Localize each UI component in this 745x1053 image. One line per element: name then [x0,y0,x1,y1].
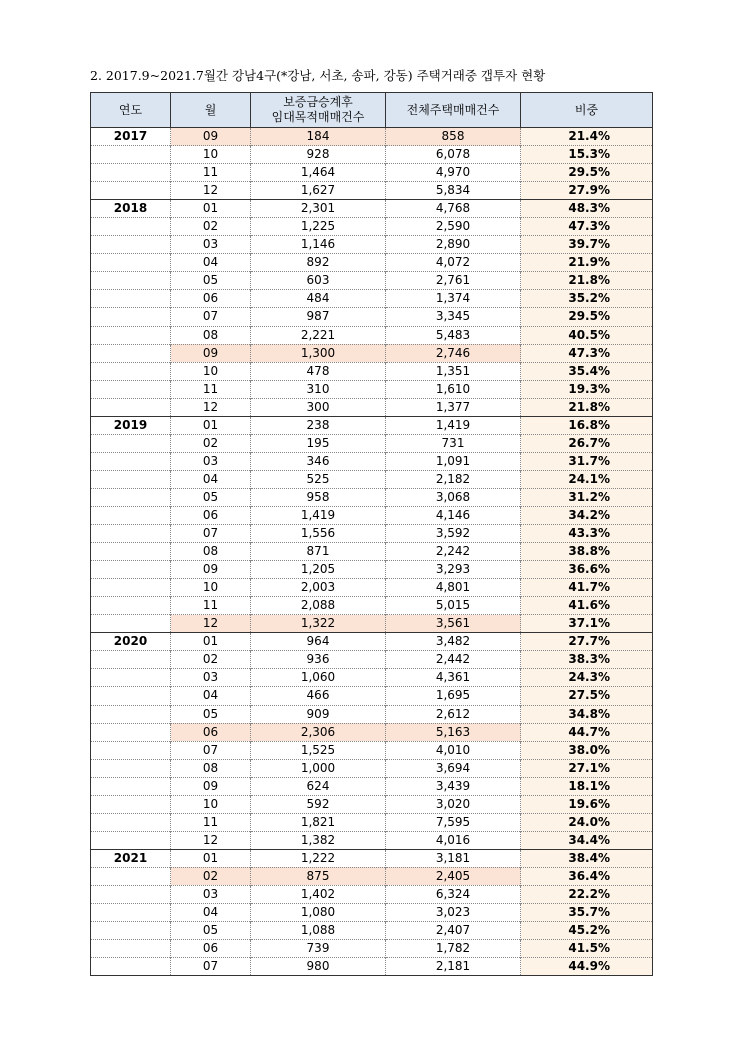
total-count-cell: 1,351 [386,362,521,380]
month-cell: 05 [171,922,251,940]
month-cell: 10 [171,579,251,597]
month-cell: 11 [171,164,251,182]
year-cell [91,146,171,164]
ratio-cell: 21.8% [521,398,653,416]
month-cell: 05 [171,488,251,506]
year-cell [91,777,171,795]
ratio-cell: 29.5% [521,308,653,326]
header-total-count: 전체주택매매건수 [386,93,521,128]
year-cell [91,561,171,579]
gap-count-cell: 2,306 [251,723,386,741]
total-count-cell: 2,590 [386,218,521,236]
gap-count-cell: 624 [251,777,386,795]
year-cell [91,470,171,488]
ratio-cell: 26.7% [521,434,653,452]
table-row [91,254,653,272]
total-count-cell: 3,293 [386,561,521,579]
gap-count-cell: 2,221 [251,326,386,344]
ratio-cell: 21.8% [521,272,653,290]
total-count-cell: 4,361 [386,669,521,687]
table-row [91,218,653,236]
year-cell [91,182,171,200]
month-cell: 03 [171,669,251,687]
gap-count-cell: 300 [251,398,386,416]
table-row [91,470,653,488]
month-cell: 10 [171,795,251,813]
year-cell [91,506,171,524]
ratio-cell: 37.1% [521,615,653,633]
month-cell: 03 [171,236,251,254]
gap-count-cell: 964 [251,633,386,651]
total-count-cell: 1,374 [386,290,521,308]
total-count-cell: 4,016 [386,831,521,849]
year-cell [91,236,171,254]
year-cell [91,651,171,669]
total-count-cell: 3,561 [386,615,521,633]
ratio-cell: 34.2% [521,506,653,524]
table-row [91,687,653,705]
gap-count-cell: 2,003 [251,579,386,597]
table-row [91,885,653,903]
month-cell: 05 [171,705,251,723]
month-cell: 02 [171,867,251,885]
year-cell [91,380,171,398]
gap-count-cell: 1,205 [251,561,386,579]
total-count-cell: 4,801 [386,579,521,597]
ratio-cell: 24.3% [521,669,653,687]
total-count-cell: 3,694 [386,759,521,777]
ratio-cell: 41.7% [521,579,653,597]
header-gap-count-line2: 임대목적매매건수 [271,110,365,124]
year-cell [91,164,171,182]
gap-count-cell: 478 [251,362,386,380]
gap-count-cell: 1,225 [251,218,386,236]
ratio-cell: 24.0% [521,813,653,831]
month-cell: 09 [171,777,251,795]
month-cell: 07 [171,958,251,976]
month-cell: 11 [171,380,251,398]
total-count-cell: 2,181 [386,958,521,976]
ratio-cell: 47.3% [521,344,653,362]
total-count-cell: 3,345 [386,308,521,326]
header-month: 월 [171,93,251,128]
gap-count-cell: 1,080 [251,904,386,922]
year-cell [91,362,171,380]
table-row [91,922,653,940]
month-cell: 01 [171,200,251,218]
month-cell: 06 [171,290,251,308]
month-cell: 09 [171,128,251,146]
total-count-cell: 2,242 [386,543,521,561]
month-cell: 04 [171,254,251,272]
year-cell [91,543,171,561]
month-cell: 01 [171,633,251,651]
ratio-cell: 35.2% [521,290,653,308]
year-cell [91,579,171,597]
table-row [91,867,653,885]
table-row [91,326,653,344]
table-row [91,579,653,597]
header-gap-count-line1: 보증금승계후 [283,95,353,109]
ratio-cell: 24.1% [521,470,653,488]
month-cell: 09 [171,561,251,579]
month-cell: 03 [171,452,251,470]
year-cell [91,488,171,506]
gap-count-cell: 739 [251,940,386,958]
table-row [91,290,653,308]
ratio-cell: 15.3% [521,146,653,164]
month-cell: 05 [171,272,251,290]
table-row [91,398,653,416]
table-row [91,597,653,615]
gap-count-cell: 1,222 [251,849,386,867]
year-cell: 2020 [91,633,171,651]
table-row [91,434,653,452]
year-cell [91,326,171,344]
ratio-cell: 31.7% [521,452,653,470]
gap-count-cell: 1,322 [251,615,386,633]
table-row [91,525,653,543]
total-count-cell: 5,483 [386,326,521,344]
ratio-cell: 41.5% [521,940,653,958]
month-cell: 11 [171,813,251,831]
total-count-cell: 6,324 [386,885,521,903]
ratio-cell: 21.4% [521,128,653,146]
gap-count-cell: 987 [251,308,386,326]
total-count-cell: 2,405 [386,867,521,885]
gap-count-cell: 466 [251,687,386,705]
ratio-cell: 31.2% [521,488,653,506]
total-count-cell: 3,482 [386,633,521,651]
ratio-cell: 38.3% [521,651,653,669]
month-cell: 12 [171,615,251,633]
gap-count-cell: 892 [251,254,386,272]
ratio-cell: 38.0% [521,741,653,759]
gap-count-cell: 1,419 [251,506,386,524]
gap-count-cell: 1,627 [251,182,386,200]
table-row [91,813,653,831]
table-row [91,362,653,380]
total-count-cell: 2,407 [386,922,521,940]
gap-count-cell: 1,402 [251,885,386,903]
table-row [91,164,653,182]
total-count-cell: 3,023 [386,904,521,922]
ratio-cell: 18.1% [521,777,653,795]
total-count-cell: 3,181 [386,849,521,867]
ratio-cell: 43.3% [521,525,653,543]
total-count-cell: 5,163 [386,723,521,741]
total-count-cell: 1,091 [386,452,521,470]
table-header-row [91,93,653,128]
table-row [91,940,653,958]
year-cell [91,597,171,615]
total-count-cell: 1,377 [386,398,521,416]
year-cell [91,615,171,633]
gap-count-cell: 1,382 [251,831,386,849]
table-row [91,380,653,398]
gap-count-cell: 2,088 [251,597,386,615]
ratio-cell: 27.9% [521,182,653,200]
gap-count-cell: 1,525 [251,741,386,759]
ratio-cell: 40.5% [521,326,653,344]
gap-count-cell: 346 [251,452,386,470]
gap-count-cell: 1,300 [251,344,386,362]
total-count-cell: 2,182 [386,470,521,488]
ratio-cell: 34.4% [521,831,653,849]
year-cell [91,452,171,470]
year-cell [91,940,171,958]
month-cell: 07 [171,741,251,759]
gap-count-cell: 936 [251,651,386,669]
month-cell: 01 [171,416,251,434]
table-row [91,759,653,777]
year-cell [91,669,171,687]
total-count-cell: 5,834 [386,182,521,200]
year-cell: 2017 [91,128,171,146]
total-count-cell: 1,695 [386,687,521,705]
total-count-cell: 1,782 [386,940,521,958]
month-cell: 06 [171,506,251,524]
header-gap-count [251,93,386,128]
ratio-cell: 48.3% [521,200,653,218]
month-cell: 07 [171,308,251,326]
table-row [91,849,653,867]
table-row [91,723,653,741]
ratio-cell: 41.6% [521,597,653,615]
gap-count-cell: 184 [251,128,386,146]
month-cell: 04 [171,687,251,705]
table-row [91,958,653,976]
gap-count-cell: 1,000 [251,759,386,777]
month-cell: 08 [171,326,251,344]
table-row [91,416,653,434]
ratio-cell: 36.4% [521,867,653,885]
total-count-cell: 2,890 [386,236,521,254]
total-count-cell: 3,592 [386,525,521,543]
year-cell [91,308,171,326]
month-cell: 04 [171,470,251,488]
total-count-cell: 2,612 [386,705,521,723]
table-row [91,651,653,669]
gap-count-cell: 958 [251,488,386,506]
total-count-cell: 731 [386,434,521,452]
ratio-cell: 19.3% [521,380,653,398]
month-cell: 04 [171,904,251,922]
table-row [91,272,653,290]
month-cell: 08 [171,759,251,777]
table-row [91,128,653,146]
ratio-cell: 35.4% [521,362,653,380]
ratio-cell: 44.9% [521,958,653,976]
total-count-cell: 7,595 [386,813,521,831]
gap-count-cell: 592 [251,795,386,813]
header-year: 연도 [91,93,171,128]
table-row [91,146,653,164]
year-cell [91,741,171,759]
year-cell [91,434,171,452]
gap-count-cell: 980 [251,958,386,976]
total-count-cell: 1,419 [386,416,521,434]
month-cell: 06 [171,940,251,958]
ratio-cell: 38.4% [521,849,653,867]
ratio-cell: 39.7% [521,236,653,254]
total-count-cell: 3,439 [386,777,521,795]
year-cell: 2021 [91,849,171,867]
gap-count-cell: 2,301 [251,200,386,218]
year-cell [91,831,171,849]
month-cell: 12 [171,182,251,200]
month-cell: 03 [171,885,251,903]
year-cell [91,904,171,922]
year-cell [91,254,171,272]
month-cell: 02 [171,218,251,236]
table-row [91,777,653,795]
year-cell [91,813,171,831]
table-body [91,128,653,976]
ratio-cell: 27.1% [521,759,653,777]
month-cell: 09 [171,344,251,362]
year-cell [91,723,171,741]
table-row [91,741,653,759]
total-count-cell: 4,010 [386,741,521,759]
year-cell [91,398,171,416]
table-row [91,488,653,506]
year-cell: 2019 [91,416,171,434]
gap-count-cell: 875 [251,867,386,885]
ratio-cell: 22.2% [521,885,653,903]
month-cell: 11 [171,597,251,615]
total-count-cell: 1,610 [386,380,521,398]
table-row [91,452,653,470]
gap-count-cell: 1,556 [251,525,386,543]
ratio-cell: 27.7% [521,633,653,651]
year-cell [91,272,171,290]
table-row [91,561,653,579]
month-cell: 08 [171,543,251,561]
gap-count-cell: 238 [251,416,386,434]
table-row [91,236,653,254]
table-row [91,831,653,849]
ratio-cell: 34.8% [521,705,653,723]
total-count-cell: 2,442 [386,651,521,669]
table-row [91,615,653,633]
ratio-cell: 38.8% [521,543,653,561]
ratio-cell: 36.6% [521,561,653,579]
gap-count-cell: 1,146 [251,236,386,254]
header-ratio: 비중 [521,93,653,128]
year-cell [91,958,171,976]
month-cell: 07 [171,525,251,543]
document-title: 2. 2017.9~2021.7월간 강남4구(*강남, 서초, 송파, 강동) 주택거래중 갭투자 현황 [90,68,546,83]
table-row [91,669,653,687]
gap-count-cell: 1,060 [251,669,386,687]
ratio-cell: 21.9% [521,254,653,272]
ratio-cell: 47.3% [521,218,653,236]
ratio-cell: 45.2% [521,922,653,940]
total-count-cell: 4,970 [386,164,521,182]
table-row [91,795,653,813]
total-count-cell: 2,761 [386,272,521,290]
table-row [91,308,653,326]
year-cell [91,867,171,885]
total-count-cell: 4,146 [386,506,521,524]
total-count-cell: 4,768 [386,200,521,218]
table-row [91,904,653,922]
gap-count-cell: 525 [251,470,386,488]
year-cell [91,344,171,362]
year-cell [91,795,171,813]
month-cell: 10 [171,362,251,380]
ratio-cell: 44.7% [521,723,653,741]
ratio-cell: 29.5% [521,164,653,182]
total-count-cell: 3,068 [386,488,521,506]
month-cell: 06 [171,723,251,741]
table-row [91,182,653,200]
total-count-cell: 4,072 [386,254,521,272]
table-row [91,200,653,218]
year-cell [91,885,171,903]
year-cell: 2018 [91,200,171,218]
total-count-cell: 3,020 [386,795,521,813]
gap-count-cell: 909 [251,705,386,723]
gap-count-cell: 1,821 [251,813,386,831]
month-cell: 12 [171,831,251,849]
gap-count-cell: 871 [251,543,386,561]
total-count-cell: 6,078 [386,146,521,164]
gap-count-cell: 1,464 [251,164,386,182]
year-cell [91,922,171,940]
month-cell: 12 [171,398,251,416]
total-count-cell: 2,746 [386,344,521,362]
table-row [91,506,653,524]
gap-count-cell: 484 [251,290,386,308]
gap-investment-table [90,92,653,976]
total-count-cell: 858 [386,128,521,146]
ratio-cell: 19.6% [521,795,653,813]
ratio-cell: 27.5% [521,687,653,705]
year-cell [91,759,171,777]
month-cell: 02 [171,434,251,452]
gap-count-cell: 603 [251,272,386,290]
month-cell: 10 [171,146,251,164]
year-cell [91,218,171,236]
month-cell: 02 [171,651,251,669]
gap-count-cell: 928 [251,146,386,164]
year-cell [91,290,171,308]
gap-count-cell: 310 [251,380,386,398]
year-cell [91,687,171,705]
gap-count-cell: 195 [251,434,386,452]
table-row [91,633,653,651]
month-cell: 01 [171,849,251,867]
table-row [91,705,653,723]
year-cell [91,705,171,723]
gap-count-cell: 1,088 [251,922,386,940]
ratio-cell: 35.7% [521,904,653,922]
table-row [91,543,653,561]
year-cell [91,525,171,543]
table-row [91,344,653,362]
ratio-cell: 16.8% [521,416,653,434]
total-count-cell: 5,015 [386,597,521,615]
